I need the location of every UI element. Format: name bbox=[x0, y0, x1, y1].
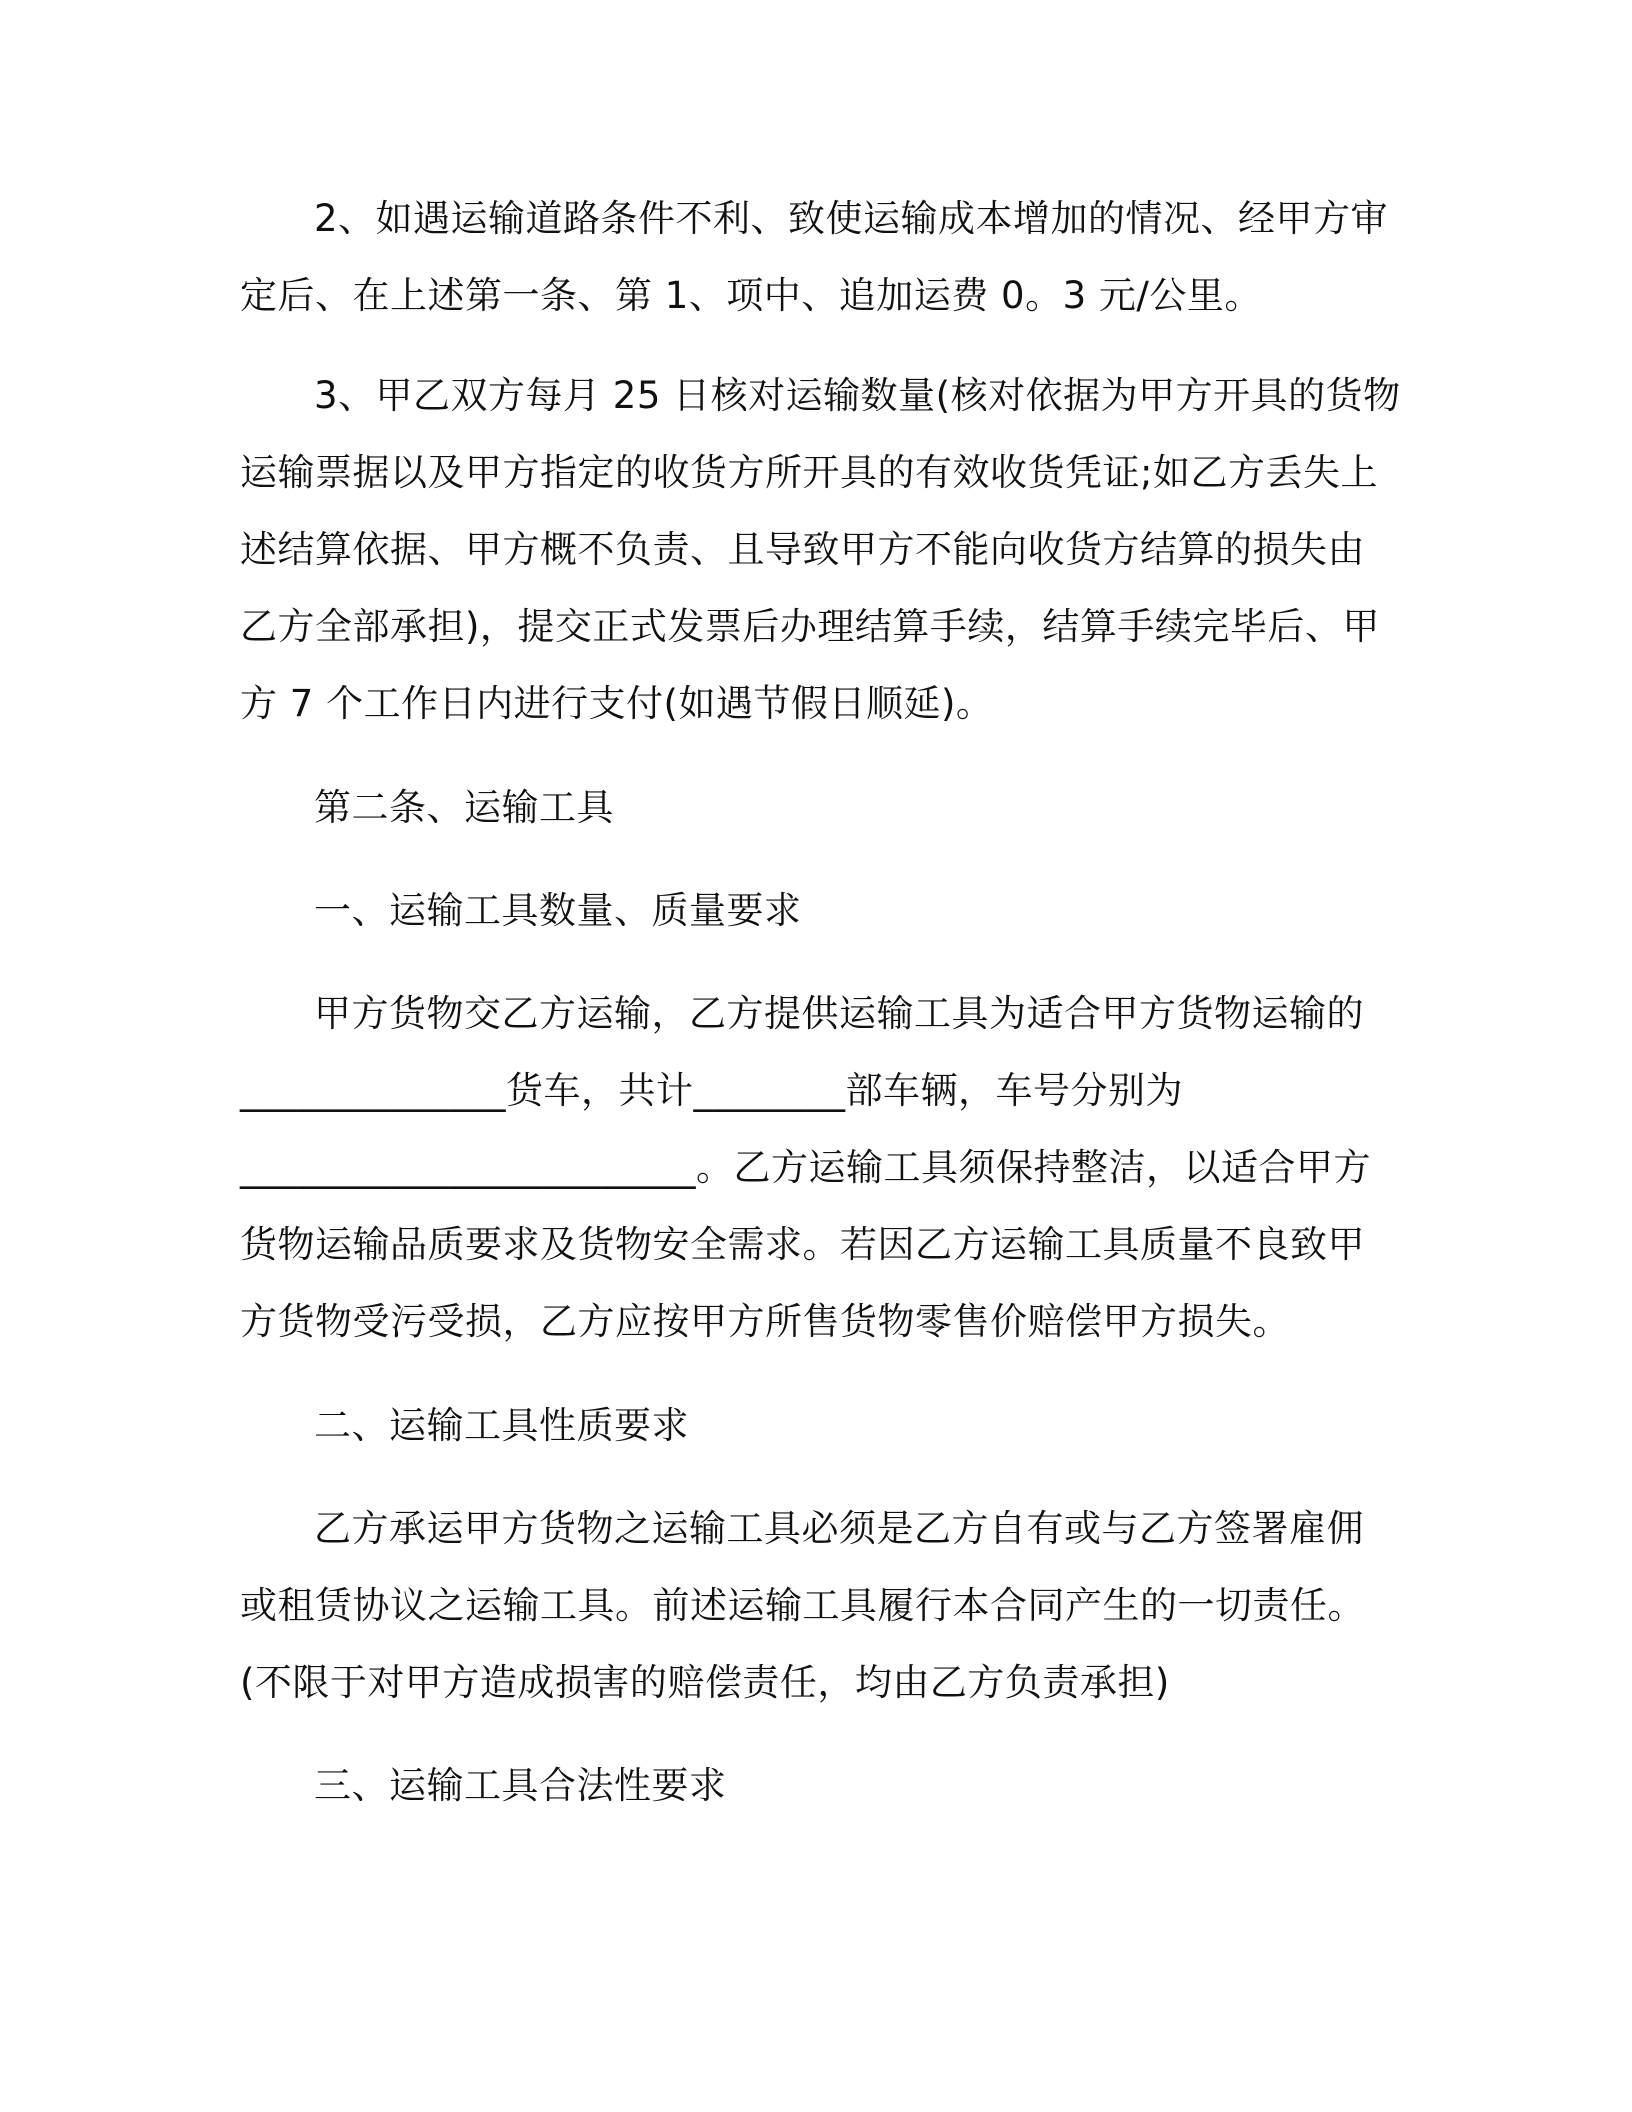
section-2-title: 二、运输工具性质要求 bbox=[314, 1404, 689, 1447]
section-1-line-4: 货物运输品质要求及货物安全需求。若因乙方运输工具质量不良致甲 bbox=[240, 1223, 1365, 1266]
clause-3-line-4: 乙方全部承担)，提交正式发票后办理结算手续，结算手续完毕后、甲 bbox=[240, 605, 1380, 648]
section-2-paragraph bbox=[240, 1490, 1380, 1721]
section-1-line-5: 方货物受污受损，乙方应按甲方所售货物零售价赔偿甲方损失。 bbox=[240, 1300, 1290, 1343]
section-2-line-3: (不限于对甲方造成损害的赔偿责任，均由乙方负责承担) bbox=[240, 1661, 1170, 1704]
section-2-line-1: 乙方承运甲方货物之运输工具必须是乙方自有或与乙方签署雇佣 bbox=[314, 1507, 1364, 1550]
clause-3-line-2: 运输票据以及甲方指定的收货方所开具的有效收货凭证;如乙方丢失上 bbox=[240, 451, 1378, 494]
section-1-line-3: ________________________。乙方运输工具须保持整洁，以适合甲方 bbox=[240, 1146, 1371, 1189]
section-2-line-2: 或租赁协议之运输工具。前述运输工具履行本合同产生的一切责任。 bbox=[240, 1584, 1365, 1627]
section-1-paragraph bbox=[240, 975, 1380, 1360]
clause-2-line-2: 定后、在上述第一条、第 1、项中、追加运费 0。3 元/公里。 bbox=[240, 274, 1262, 317]
clause-3-line-5: 方 7 个工作日内进行支付(如遇节假日顺延)。 bbox=[240, 682, 994, 725]
section-1-line-2: ______________货车，共计________部车辆，车号分别为 bbox=[240, 1069, 1183, 1112]
section-1-line-1: 甲方货物交乙方运输，乙方提供运输工具为适合甲方货物运输的 bbox=[314, 992, 1364, 1035]
clause-3-line-1: 3、甲乙双方每月 25 日核对运输数量(核对依据为甲方开具的货物 bbox=[314, 374, 1401, 417]
clause-2-paragraph bbox=[240, 180, 1389, 334]
section-3-title: 三、运输工具合法性要求 bbox=[314, 1764, 727, 1807]
article-2-title: 第二条、运输工具 bbox=[314, 786, 614, 829]
clause-2-line-1: 2、如遇运输道路条件不利、致使运输成本增加的情况、经甲方审 bbox=[314, 197, 1389, 240]
clause-3-line-3: 述结算依据、甲方概不负责、且导致甲方不能向收货方结算的损失由 bbox=[240, 528, 1365, 571]
clause-3-paragraph bbox=[240, 357, 1401, 742]
section-1-title: 一、运输工具数量、质量要求 bbox=[314, 889, 802, 932]
